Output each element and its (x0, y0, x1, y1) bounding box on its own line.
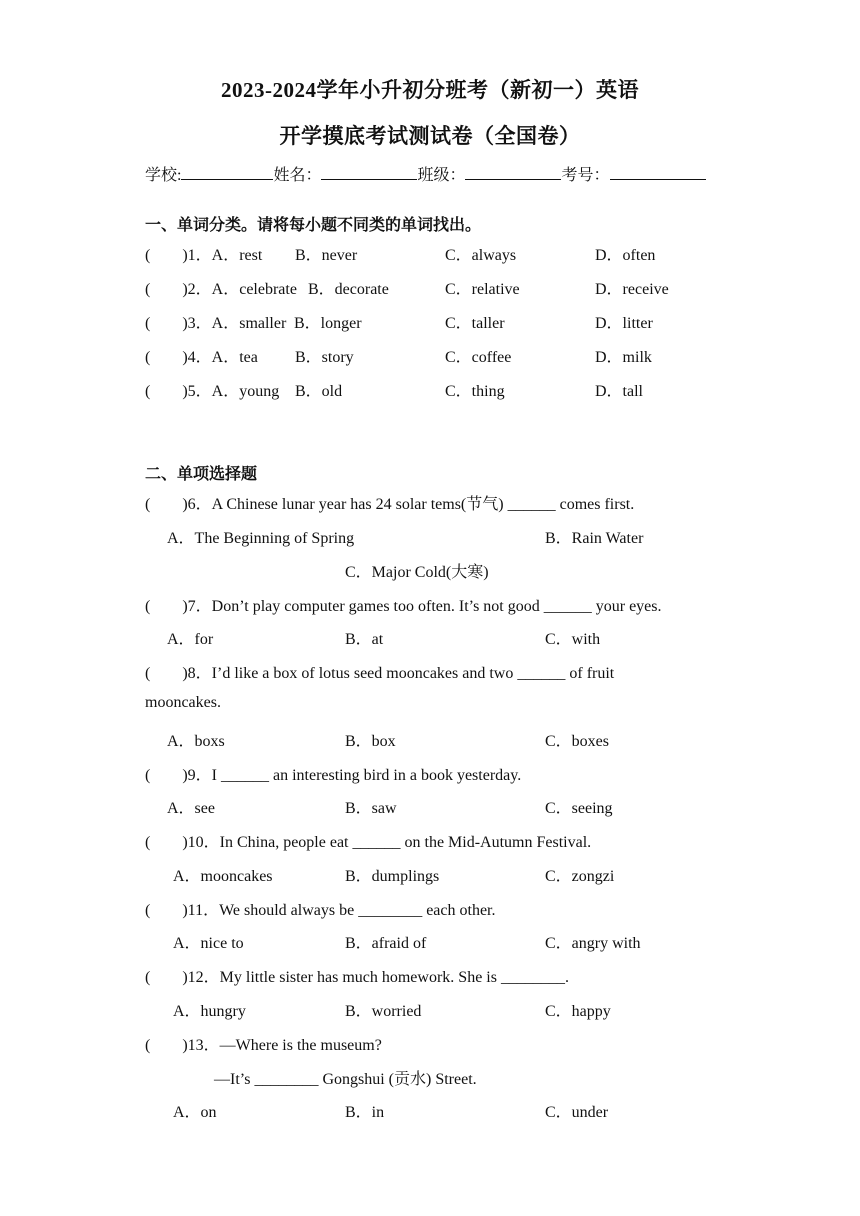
exam-number-label: 考号： (561, 167, 610, 184)
q4-option-b: B．story (295, 349, 354, 366)
school-label: 学校: (145, 167, 182, 184)
q8-option-a: A．boxs (167, 733, 225, 750)
q7-option-b: B．at (345, 631, 384, 648)
q3-option-d: D．litter (595, 315, 653, 332)
q2-option-c: C．relative (445, 281, 520, 298)
name-field[interactable] (321, 164, 417, 180)
q1-option-c: C．always (445, 247, 517, 264)
q4-option-c: C．coffee (445, 349, 512, 366)
q3-prefix: ( )3．A．smaller (145, 315, 287, 332)
q10-option-b: B．dumplings (345, 868, 440, 885)
school-field[interactable] (181, 164, 273, 180)
q13-option-b: B．in (345, 1104, 385, 1121)
q7-stem: ( )7．Don’t play computer games too often. It’s not good ______ your eyes. (145, 598, 662, 615)
q11-option-b: B．afraid of (345, 935, 427, 952)
q12-option-b: B．worried (345, 1003, 422, 1020)
q5-option-d: D．tall (595, 383, 643, 400)
q13-stem-continued: —It’s ________ Gongshui (贡水) Street. (214, 1071, 477, 1088)
q5-prefix: ( )5．A．young (145, 383, 280, 400)
q13-option-c: C．under (545, 1104, 609, 1121)
q8-stem: ( )8．I’d like a box of lotus seed mooncakes and two ______ of fruit (145, 665, 615, 682)
q8-option-b: B．box (345, 733, 396, 750)
q11-option-c: C．angry with (545, 935, 641, 952)
q12-option-a: A．hungry (173, 1003, 246, 1020)
q2-prefix: ( )2．A．celebrate (145, 281, 297, 298)
class-label: 班级： (417, 167, 466, 184)
q12-option-c: C．happy (545, 1003, 611, 1020)
q7-option-a: A．for (167, 631, 214, 648)
name-label: 姓名： (273, 167, 322, 184)
q9-option-b: B．saw (345, 800, 397, 817)
exam-number-field[interactable] (610, 164, 706, 180)
q9-stem: ( )9．I ______ an interesting bird in a book yesterday. (145, 767, 522, 784)
page-title: 2023-2024学年小升初分班考（新初一）英语 (221, 78, 639, 102)
q6-option-c: C．Major Cold(大寒) (345, 564, 489, 581)
q6-stem: ( )6．A Chinese lunar year has 24 solar tems(节气) ______ comes first. (145, 496, 635, 513)
q10-option-a: A．mooncakes (173, 868, 273, 885)
section2-heading: 二、单项选择题 (145, 464, 258, 483)
q1-prefix: ( )1．A．rest (145, 247, 263, 264)
q12-stem: ( )12．My little sister has much homework. She is ________. (145, 969, 569, 986)
q6-option-b: B．Rain Water (545, 530, 644, 547)
q6-option-a: A．The Beginning of Spring (167, 530, 355, 547)
class-field[interactable] (465, 164, 561, 180)
q3-option-b: B．longer (294, 315, 362, 332)
q8-option-c: C．boxes (545, 733, 610, 750)
q5-option-c: C．thing (445, 383, 505, 400)
q11-option-a: A．nice to (173, 935, 244, 952)
section1-heading: 一、单词分类。请将每小题不同类的单词找出。 (145, 215, 482, 234)
q2-option-b: B．decorate (308, 281, 389, 298)
q11-stem: ( )11．We should always be ________ each other. (145, 902, 496, 919)
q4-option-d: D．milk (595, 349, 652, 366)
q10-option-c: C．zongzi (545, 868, 615, 885)
q4-prefix: ( )4．A．tea (145, 349, 258, 366)
q5-option-b: B．old (295, 383, 343, 400)
q3-option-c: C．taller (445, 315, 505, 332)
q8-stem-continued: mooncakes. (145, 694, 221, 711)
q7-option-c: C．with (545, 631, 601, 648)
info-line (145, 162, 706, 185)
q2-option-d: D．receive (595, 281, 669, 298)
q1-option-d: D．often (595, 247, 656, 264)
q9-option-c: C．seeing (545, 800, 613, 817)
page-subtitle: 开学摸底考试测试卷（全国卷） (279, 124, 581, 148)
q13-option-a: A．on (173, 1104, 217, 1121)
q1-option-b: B．never (295, 247, 358, 264)
q13-stem: ( )13．—Where is the museum? (145, 1037, 382, 1054)
q10-stem: ( )10．In China, people eat ______ on the Mid-Autumn Festival. (145, 834, 592, 851)
q9-option-a: A．see (167, 800, 215, 817)
